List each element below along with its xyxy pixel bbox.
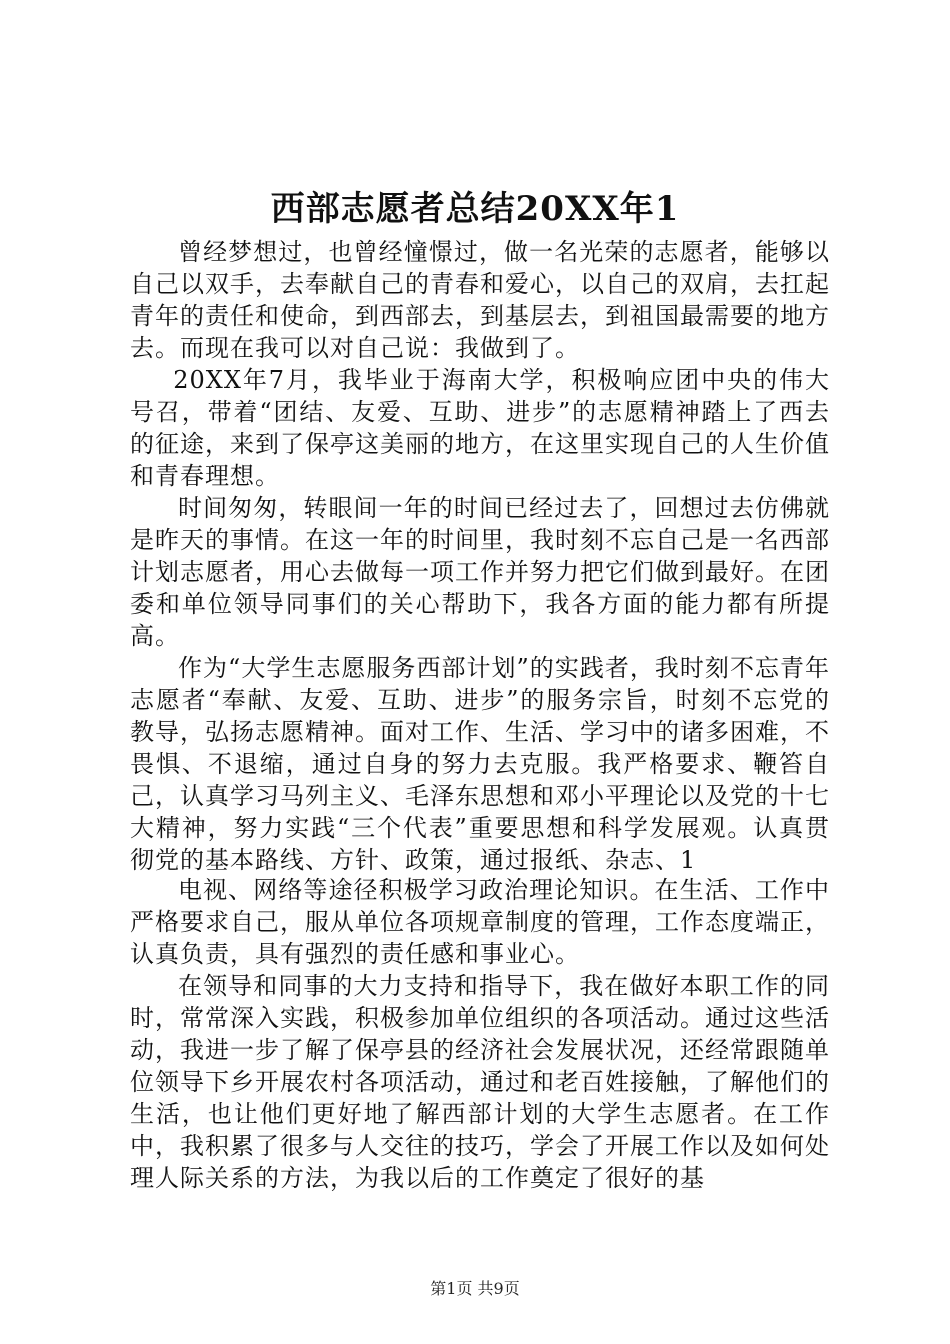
body-text-block-1 — [130, 236, 830, 876]
paragraph: 电视、网络等途径积极学习政治理论知识。在生活、工作中严格要求自己，服从单位各项规章制度的管理，工作态度端正，认真负责，具有强烈的责任感和事业心。 — [130, 876, 830, 968]
paragraph: 在领导和同事的大力支持和指导下，我在做好本职工作的同时，常常深入实践，积极参加单位组织的各项活动。通过这些活动，我进一步了解了保亭县的经济社会发展状况，还经常跟随单位领导下乡开展农村各项活动，通过和老百姓接触，了解他们的生活，也让他们更好地了解西部计划的大学生志愿者。在工作中，我积累了很多与人交往的技巧，学会了开展工作以及如何处理人际关系的方法，为我以后的工作奠定了很好的基 — [130, 972, 830, 1192]
document-title: 西部志愿者总结20XX年1 — [270, 189, 680, 229]
paragraph: 时间匆匆，转眼间一年的时间已经过去了，回想过去仿佛就是昨天的事情。在这一年的时间里，我时刻不忘自己是一名西部计划志愿者，用心去做每一项工作并努力把它们做到最好。在团委和单位领导同事们的关心帮助下，我各方面的能力都有所提高。 — [130, 494, 830, 650]
paragraph: 曾经梦想过，也曾经憧憬过，做一名光荣的志愿者，能够以自己以双手，去奉献自己的青春和爱心，以自己的双肩，去扛起青年的责任和使命，到西部去，到基层去，到祖国最需要的地方去。而现在我可以对自己说：我做到了。 — [130, 238, 830, 362]
body-text-block-2 — [130, 874, 830, 1194]
paragraph: 作为“大学生志愿服务西部计划”的实践者，我时刻不忘青年志愿者“奉献、友爱、互助、进步”的服务宗旨，时刻不忘党的教导，弘扬志愿精神。面对工作、生活、学习中的诸多困难，不畏惧、不退缩，通过自身的努力去克服。我严格要求、鞭笞自己，认真学习马列主义、毛泽东思想和邓小平理论以及党的十七大精神，努力实践“三个代表”重要思想和科学发展观。认真贯彻党的基本路线、方针、政策，通过报纸、杂志、1 — [130, 654, 830, 874]
paragraph: 20XX年7月，我毕业于海南大学，积极响应团中央的伟大号召，带着“团结、友爱、互助、进步”的志愿精神踏上了西去的征途，来到了保亭这美丽的地方，在这里实现自己的人生价值和青春理想。 — [130, 366, 830, 490]
page-number-footer: 第1页 共9页 — [430, 1279, 520, 1298]
